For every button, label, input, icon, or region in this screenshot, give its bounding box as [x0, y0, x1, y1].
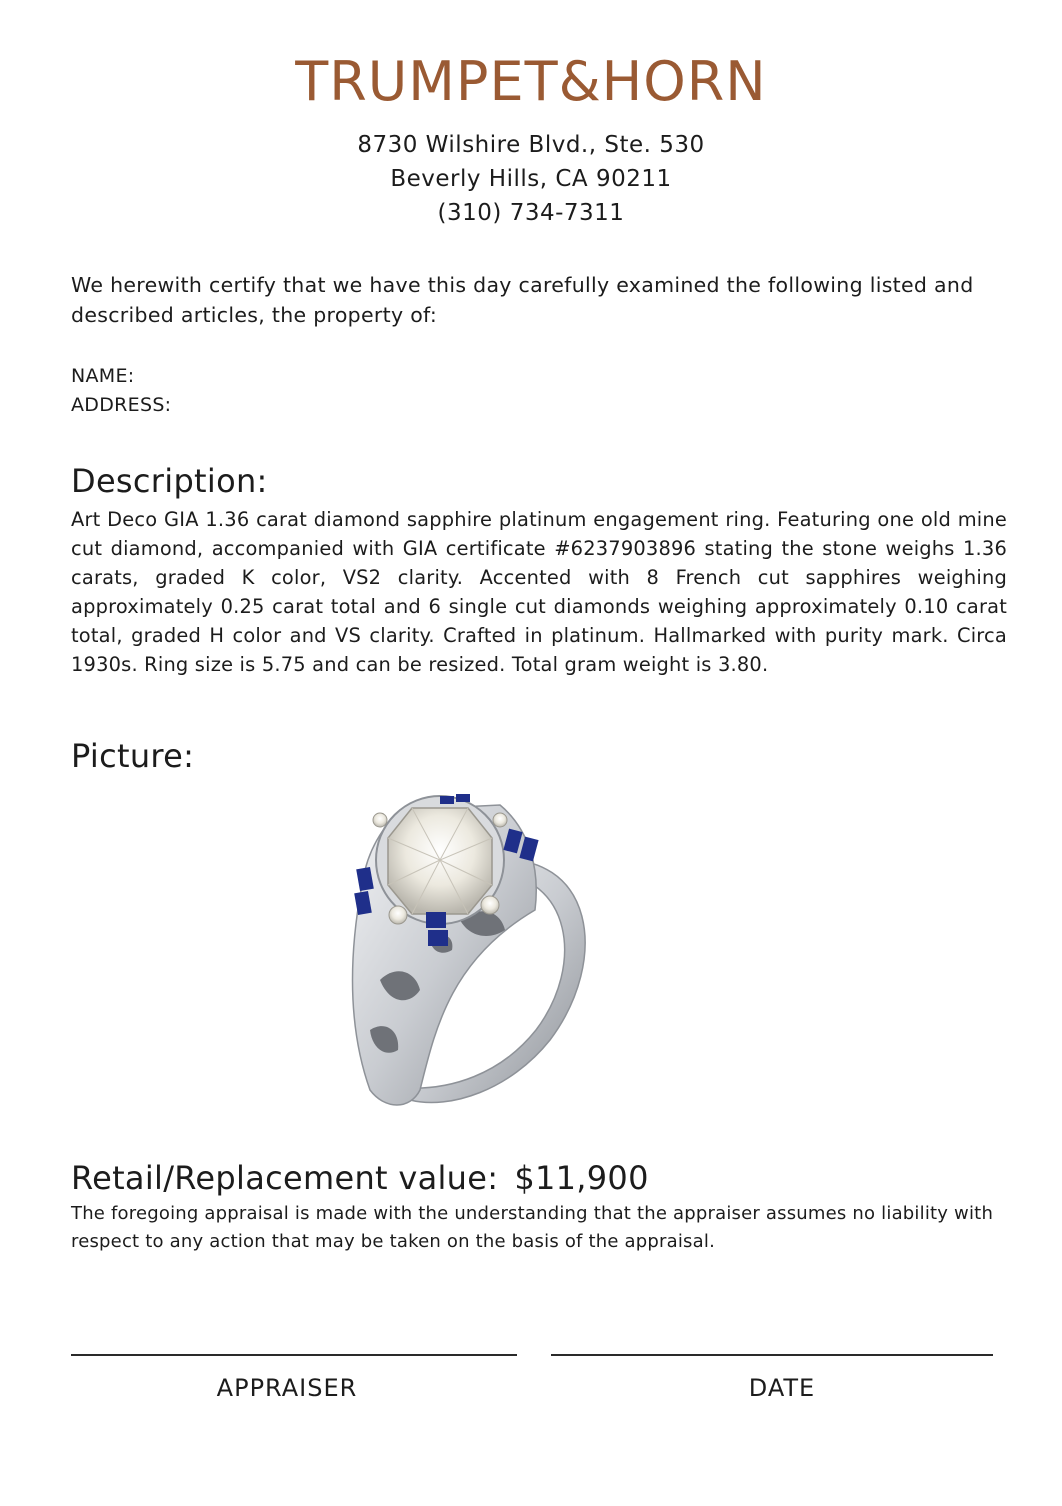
side-diamond: [389, 906, 407, 924]
company-logo: [0, 50, 1062, 114]
company-address: [0, 128, 1062, 230]
address-line-1: 8730 Wilshire Blvd., Ste. 530: [357, 132, 705, 158]
value-amount: $11,900: [514, 1159, 649, 1197]
side-diamond: [493, 813, 507, 827]
value-label: Retail/Replacement value:: [71, 1159, 499, 1197]
sapphire: [428, 930, 448, 946]
disclaimer-text: The foregoing appraisal is made with the understanding that the appraiser assumes no liability with respect to any action that may be taken on the basis of the appraisal.: [71, 1203, 994, 1252]
description-text: Art Deco GIA 1.36 carat diamond sapphire platinum engagement ring. Featuring one old mine cut diamond, accompanied with GIA certificate #6237903896 stating the stone weighs 1.36 carats, graded K color, VS2 clarity. Accented with 8 French cut sapphires weighing approximately 0.25 carat total and 6 single cut diamonds weighing approximately 0.10 carat total, graded H color and VS clarity. Crafted in platinum. Hallmarked with purity mark. Circa 1930s. Ring size is 5.75 and can be resized. Total gram weight is 3.80.: [71, 508, 1007, 676]
appraiser-label: APPRAISER: [216, 1374, 358, 1402]
description-heading: Description:: [71, 462, 268, 500]
sapphire: [440, 796, 454, 804]
logo-text: TRUMPET&HORN: [295, 50, 767, 113]
address-label: ADDRESS:: [71, 394, 172, 416]
certification-intro: We herewith certify that we have this day carefully examined the following listed and described articles, the property of:: [71, 273, 974, 327]
date-label: DATE: [748, 1374, 816, 1402]
appraiser-signature-line: [71, 1354, 517, 1356]
valuation: [71, 1158, 649, 1198]
ring-picture: [340, 790, 610, 1140]
ring-image: [340, 790, 610, 1140]
date-signature-line: [551, 1354, 993, 1356]
side-diamond: [373, 813, 387, 827]
sapphire: [426, 912, 446, 928]
side-diamond: [481, 896, 499, 914]
owner-fields: [71, 362, 171, 420]
address-line-2: Beverly Hills, CA 90211: [390, 166, 672, 192]
phone-number: (310) 734-7311: [437, 200, 625, 226]
sapphire: [456, 794, 470, 802]
name-label: NAME:: [71, 365, 135, 387]
picture-heading: Picture:: [71, 737, 195, 775]
